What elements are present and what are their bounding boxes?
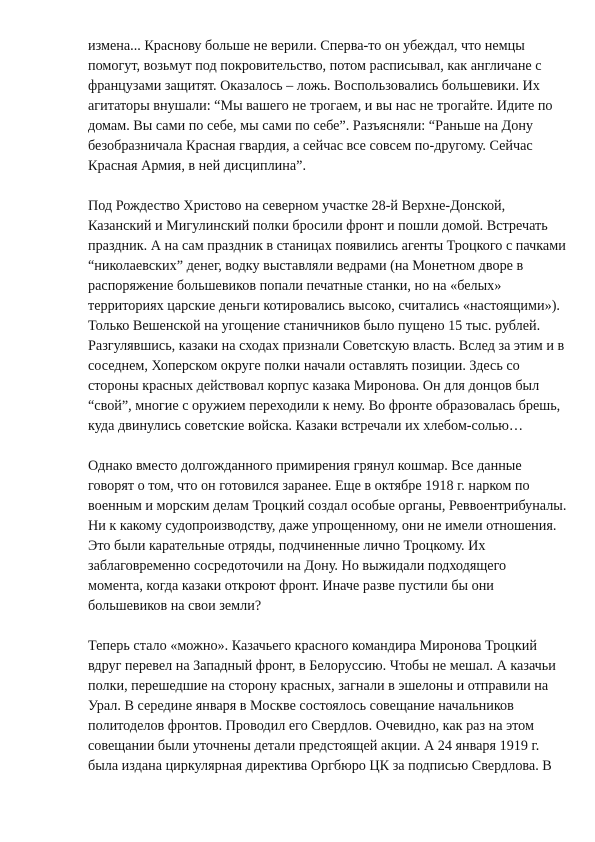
paragraph-4 <box>88 636 556 776</box>
paragraph-1 <box>88 36 553 176</box>
paragraph-spacer <box>88 616 546 636</box>
text-line: большевиков на свои земли? <box>88 598 262 614</box>
text-line: измена... Краснову больше не верили. Сперва-то он убеждал, что немцы <box>88 38 525 54</box>
text-line: Это были карательные отряды, подчиненные лично Троцкому. Их <box>88 538 486 554</box>
text-line: Казанский и Мигулинский полки бросили фронт и пошли домой. Встречать <box>88 218 548 234</box>
text-line: куда двинулись советские войска. Казаки встречали их хлебом-солью… <box>88 418 524 434</box>
text-line: стороны красных действовал корпус казака Миронова. Он для донцов был <box>88 378 540 394</box>
text-line: Ни к какому судопроизводству, даже упрощенному, они не имели отношения. <box>88 518 557 534</box>
text-line: Красная Армия, в ней дисциплина”. <box>88 158 306 174</box>
paragraph-3 <box>88 456 567 616</box>
text-line: безобразничала Красная гвардия, а сейчас все совсем по-другому. Сейчас <box>88 138 533 154</box>
paragraph-2 <box>88 196 566 436</box>
text-line: соседнем, Хоперском округе полки начали оставлять позиции. Здесь со <box>88 358 520 374</box>
text-line: французами защитят. Оказалось – ложь. Воспользовались большевики. Их <box>88 78 540 94</box>
text-line: заблаговременно сосредоточили на Дону. Но выжидали подходящего <box>88 558 507 574</box>
text-line: праздник. А на сам праздник в станицах появились агенты Троцкого с пачками <box>88 238 566 254</box>
text-line: “свой”, многие с оружием переходили к нему. Во фронте образовалась брешь, <box>88 398 561 414</box>
text-line: Разгулявшись, казаки на сходах признали Советскую власть. Вслед за этим и в <box>88 338 565 354</box>
text-line: политоделов фронтов. Проводил его Свердлов. Очевидно, как раз на этом <box>88 718 534 734</box>
paragraph-spacer <box>88 436 546 456</box>
document-page <box>88 36 567 776</box>
text-line: говорят о том, что он готовился заранее. Еще в октябре 1918 г. нарком по <box>88 478 530 494</box>
text-line: Теперь стало «можно». Казачьего красного командира Миронова Троцкий <box>88 638 537 654</box>
text-line: распоряжение большевиков попали печатные станки, но на «белых» <box>88 278 502 294</box>
text-line: полки, перешедшие на сторону красных, загнали в эшелоны и отправили на <box>88 678 549 694</box>
paragraph-spacer <box>88 176 546 196</box>
text-line: Только Вешенской на угощение станичников было пущено 15 тыс. рублей. <box>88 318 541 334</box>
text-line: Однако вместо долгожданного примирения грянул кошмар. Все данные <box>88 458 522 474</box>
text-line: была издана циркулярная директива Оргбюро ЦК за подписью Свердлова. В <box>88 758 552 774</box>
text-line: совещании были уточнены детали предстоящей акции. А 24 января 1919 г. <box>88 738 540 754</box>
text-line: “николаевских” денег, водку выставляли ведрами (на Монетном дворе в <box>88 258 524 274</box>
text-line: вдруг перевел на Западный фронт, в Белоруссию. Чтобы не мешал. А казачьи <box>88 658 556 674</box>
text-line: Урал. В середине января в Москве состоялось совещание начальников <box>88 698 514 714</box>
text-line: военным и морским делам Троцкий создал особые органы, Реввоентрибуналы. <box>88 498 567 514</box>
text-line: агитаторы внушали: “Мы вашего не трогаем, и вы нас не трогайте. Идите по <box>88 98 553 114</box>
text-line: помогут, возьмут под покровительство, потом расписывал, как англичане с <box>88 58 542 74</box>
text-line: территориях царские деньги котировались высоко, считались «настоящими»). <box>88 298 560 314</box>
text-line: домам. Вы сами по себе, мы сами по себе”. Разъясняли: “Раньше на Дону <box>88 118 534 134</box>
text-line: момента, когда казаки откроют фронт. Иначе разве пустили бы они <box>88 578 494 594</box>
text-line: Под Рождество Христово на северном участке 28-й Верхне-Донской, <box>88 198 506 214</box>
